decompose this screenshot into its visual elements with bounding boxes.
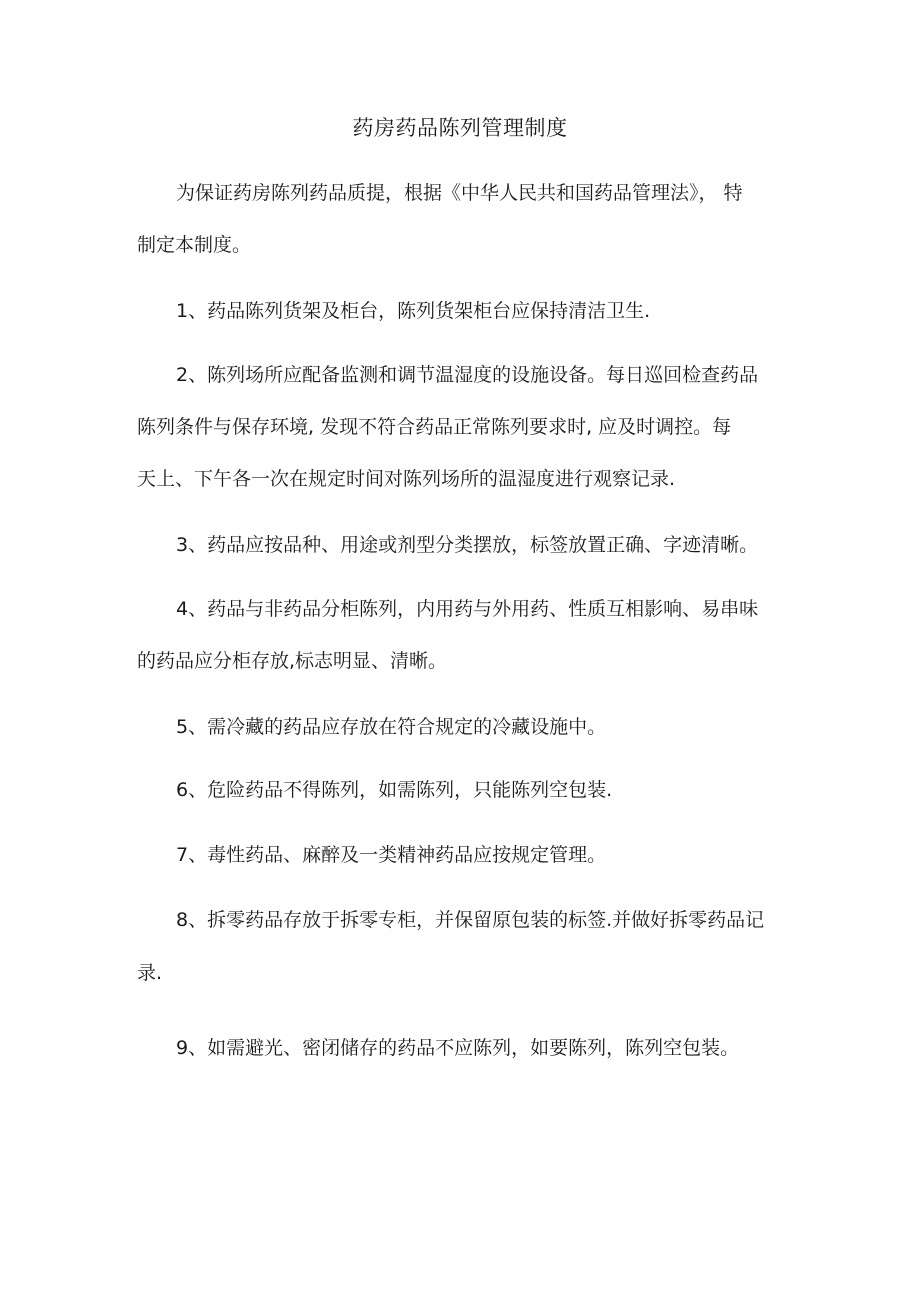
item-9-line-1: 9、如需避光、密闭储存的药品不应陈列，如要陈列，陈列空包装。 bbox=[176, 1037, 740, 1059]
item-8-line-1: 8、拆零药品存放于拆零专柜，并保留原包装的标签.并做好拆零药品记 bbox=[176, 909, 765, 931]
document-title: 药房药品陈列管理制度 bbox=[352, 116, 568, 140]
item-4-line-1: 4、药品与非药品分柜陈列，内用药与外用药、性质互相影响、易串味 bbox=[176, 598, 759, 620]
item-8-line-2: 录. bbox=[137, 962, 163, 984]
intro-line-2: 制定本制度。 bbox=[137, 234, 252, 256]
item-6-line-1: 6、危险药品不得陈列，如需陈列，只能陈列空包装. bbox=[176, 779, 613, 801]
item-3-line-1: 3、药品应按品种、用途或剂型分类摆放，标签放置正确、字迹清晰。 bbox=[176, 534, 759, 556]
intro-line-1: 为保证药房陈列药品质提，根据《中华人民共和国药品管理法》， 特 bbox=[176, 182, 743, 204]
item-7-line-1: 7、毒性药品、麻醉及一类精神药品应按规定管理。 bbox=[176, 844, 607, 866]
item-2-line-3: 天上、下午各一次在规定时间对陈列场所的温湿度进行观察记录. bbox=[137, 468, 676, 490]
item-1-line-1: 1、药品陈列货架及柜台，陈列货架柜台应保持清洁卫生. bbox=[176, 300, 651, 322]
item-2-line-2: 陈列条件与保存环境, 发现不符合药品正常陈列要求时, 应及时调控。每 bbox=[137, 416, 732, 438]
item-2-line-1: 2、陈列场所应配备监测和调节温湿度的设施设备。每日巡回检查药品 bbox=[176, 364, 759, 386]
item-4-line-2: 的药品应分柜存放,标志明显、清晰。 bbox=[137, 650, 448, 672]
item-5-line-1: 5、需冷藏的药品应存放在符合规定的冷藏设施中。 bbox=[176, 716, 607, 738]
